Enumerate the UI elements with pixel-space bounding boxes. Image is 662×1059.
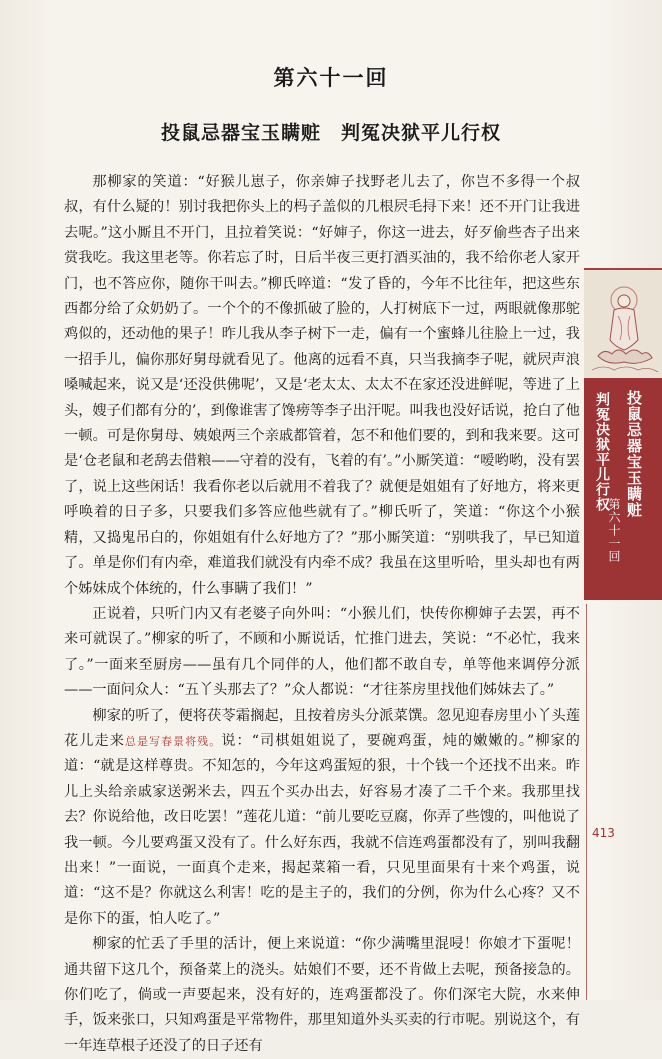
- commentary-note: 总是写春景将残。: [124, 734, 222, 748]
- paragraph: [64, 602, 580, 704]
- paragraph-text: 柳家的忙丢了手里的活计，便上来说道：“你少满嘴里混唚！你娘才下蛋呢！通共留下这几个，预备菜上的浇头。姑娘们不要，还不肯做上去呢，预备接急的。你们吃了，倘或一声要起来，没有好的，连鸡蛋都没了。你们深宅大院，水来伸手，饭来张口，只知鸡蛋是平常物件，那里知道外头买卖的行市呢。别说这个，有一年连草根子还没了的日子还有: [64, 936, 580, 1054]
- body-text: [64, 170, 580, 1059]
- chapter-title: 第六十一回: [273, 65, 389, 90]
- paragraph: [64, 704, 580, 933]
- page-number: 413: [592, 826, 615, 840]
- chapter-subtitle: 投鼠忌器宝玉瞒赃 判冤决狱平儿行权: [160, 122, 501, 144]
- paragraph-text: 说：“司棋姐姐说了，要碗鸡蛋，炖的嫩嫩的。”柳家的道：“就是这样尊贵。不知怎的，今年这鸡蛋短的狠，十个钱一个还找不出来。昨儿上头给亲戚家送粥米去，四五个买办出去，好容易才凑了二千个来。我那里找去？你说给他，改日吃罢！”莲花儿道：“前儿要吃豆腐，你弄了些馊的，叫他说了我一顿。今儿要鸡蛋又没有了。什么好东西，我就不信连鸡蛋都没有了，别叫我翻出来！”一面说，一面真个走来，揭起菜箱一看，只见里面果有十来个鸡蛋，说道：“这不是？你就这么利害！吃的是主子的，我们的分例，你为什么心疼？又不是你下的蛋，怕人吃了。”: [64, 732, 580, 927]
- side-tab: [584, 378, 662, 600]
- paragraph: [64, 932, 580, 1059]
- paragraph-text: 正说着，只听门内又有老婆子向外叫：“小猴儿们，快传你柳婶子去罢，再不来可就误了。”柳家的听了，不顾和小厮说话，忙推门进去，笑说：“不必忙，我来了。”一面来至厨房——虽有几个同伴的人，他们都不敢自专，单等他来调停分派——一面问众人：“五丫头那去了？”众人都说：“才往茶房里找他们姊妹去了。”: [64, 605, 580, 699]
- guanyin-figure-illustration-icon: [584, 270, 662, 378]
- paragraph: [64, 170, 580, 602]
- side-tab-rule: [586, 604, 587, 1000]
- side-tab-chapter-label: 第六十一回: [607, 498, 621, 563]
- paragraph-text: 柳家的听了，便将茯苓霜搁起，且按着房头分派菜馔。忽见迎春房里小丫头莲花儿走来: [64, 707, 580, 749]
- side-tab-title-line1: 投鼠忌器宝玉瞒赃: [625, 390, 643, 518]
- side-tab-title-line2: 判冤决狱平儿行权: [594, 392, 610, 512]
- side-illustration: [584, 268, 662, 378]
- paragraph-text: 那柳家的笑道：“好猴儿崽子，你亲婶子找野老儿去了，你岂不多得一个叔叔，有什么疑的！别讨我把你头上的杩子盖似的几根屄毛挦下来！还不开门让我进去呢。”这小厮且不开门，且拉着笑说：“好婶子，你这一进去，好歹偷些杏子出来赏我吃。我这里老等。你若忘了时，日后半夜三更打酒买油的，我不给你老人家开门，也不答应你，随你干叫去。”柳氏啐道：“发了昏的，今年不比往年，把这些东西都分给了众奶奶了。一个个的不像抓破了脸的，人打树底下一过，两眼就像那鸵鸡似的，还动他的果子！昨儿我从李子树下一走，偏有一个蜜蜂儿往脸上一过，我一招手儿，偏你那好舅母就看见了。他离的远看不真，只当我摘李子呢，就屄声浪嗓喊起来，说又是‘还没供佛呢’，又是‘老太太、太太不在家还没进鲜呢，等进了上头，嫂子们都有分的’，到像谁害了馋痨等李子出汗呢。叫我也没好话说，抢白了他一顿。可是你舅母、姨娘两三个亲戚都管着，怎不和他们要的，到和我来要。这可是‘仓老鼠和老鸹去借粮——守着的没有，飞着的有’。”小厮笑道：“嗳哟哟，没有罢了，说上这些闲话！我看你老以后就用不着我了？就便是姐姐有了好地方，将来更呼唤着的日子多，只要我们多答应他些就有了。”柳氏听了，笑道：“你这个小猴精，又捣鬼吊白的，你姐姐有什么好地方了？”那小厮笑道：“别哄我了，早已知道了。单是你们有内牵，难道我们就没有内牵不成？我虽在这里听哈，里头却也有两个姊妹成个体统的，什么事瞒了我们！”: [64, 174, 580, 597]
